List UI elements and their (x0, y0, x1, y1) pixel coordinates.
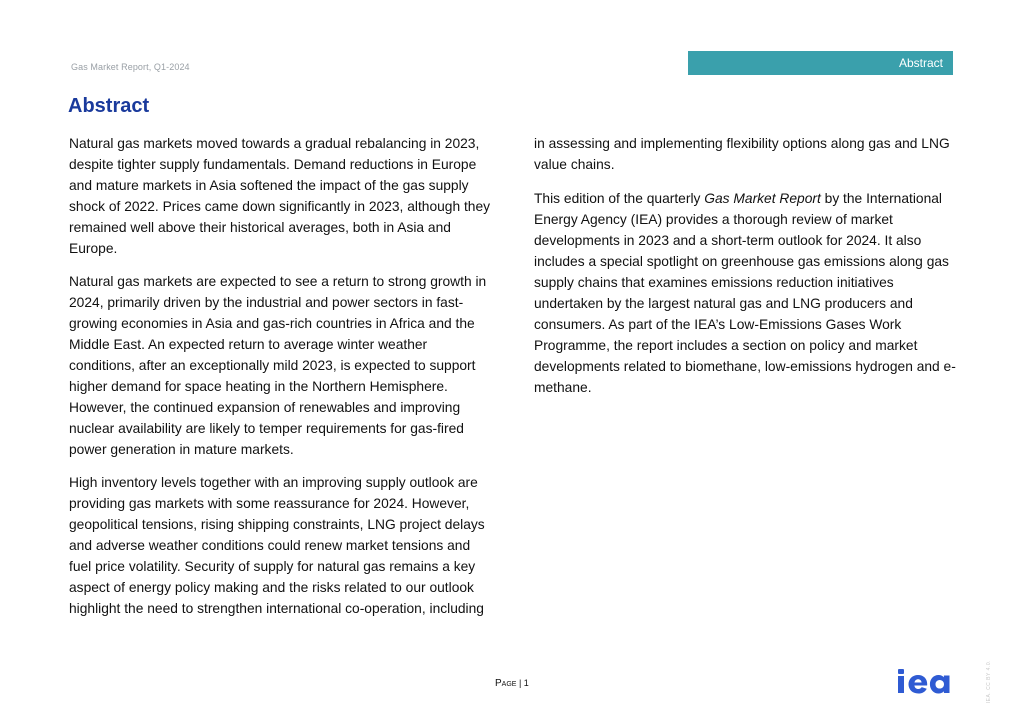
edition-body: by the International Energy Agency (IEA) provides a thorough review of market developments in 2023 and a short-term outlook for 2024. It also includes a special spotlight on greenhouse gas emissions along gas supply chains that examines emissions reduction initiatives undertaken by the largest natural gas and LNG producers and consumers. As part of the IEA’s Low-Emissions Gases Work Programme, the report includes a section on policy and market developments related to biomethane, low-emissions hydrogen and e-methane. (534, 191, 956, 395)
page-number-value: 1 (523, 678, 529, 688)
section-tab-label: Abstract (898, 56, 943, 70)
right-column (534, 133, 964, 410)
page-title: Abstract (68, 95, 150, 117)
license-note: IEA. CC BY 4.0. (986, 660, 992, 704)
paragraph: High inventory levels together with an improving supply outlook are providing gas markets with some reassurance for 2024. However, geopolitical tensions, rising shipping constraints, LNG project delays and adverse weather conditions could renew market tensions and fuel price volatility. Security of supply for natural gas remains a key aspect of energy policy making and the risks related to our outlook highlight the need to strengthen international co-operation, including (69, 475, 485, 616)
iea-logo (897, 667, 955, 695)
page-label: Page (495, 678, 517, 689)
paragraph: Natural gas markets are expected to see a return to strong growth in 2024, primarily driven by the industrial and power sectors in fast-growing economies in Asia and gas-rich countries in Africa and the Middle East. An expected return to average winter weather conditions, after an exceptionally mild 2023, is expected to support higher demand for space heating in the Northern Hemisphere. However, the continued expansion of renewables and improving nuclear availability are likely to temper requirements for gas-fired power generation in mature markets. (69, 274, 487, 457)
paragraph-edition (534, 188, 964, 398)
running-header: Gas Market Report, Q1-2024 (71, 62, 190, 72)
page-separator: | (516, 678, 524, 688)
page-number (495, 678, 529, 689)
paragraph: Natural gas markets moved towards a gradual rebalancing in 2023, despite tighter supply fundamentals. Demand reductions in Europe and mature markets in Asia softened the impact of the gas supply shock of 2022. Prices came down significantly in 2023, although they remained well above their historical averages, both in Asia and Europe. (69, 136, 491, 256)
report-name: Gas Market Report (704, 191, 821, 206)
edition-intro: This edition of the quarterly (534, 191, 705, 206)
paragraph-continuation: in assessing and implementing flexibility options along gas and LNG value chains. (534, 136, 950, 172)
left-column (69, 133, 495, 631)
section-tab (688, 51, 953, 75)
